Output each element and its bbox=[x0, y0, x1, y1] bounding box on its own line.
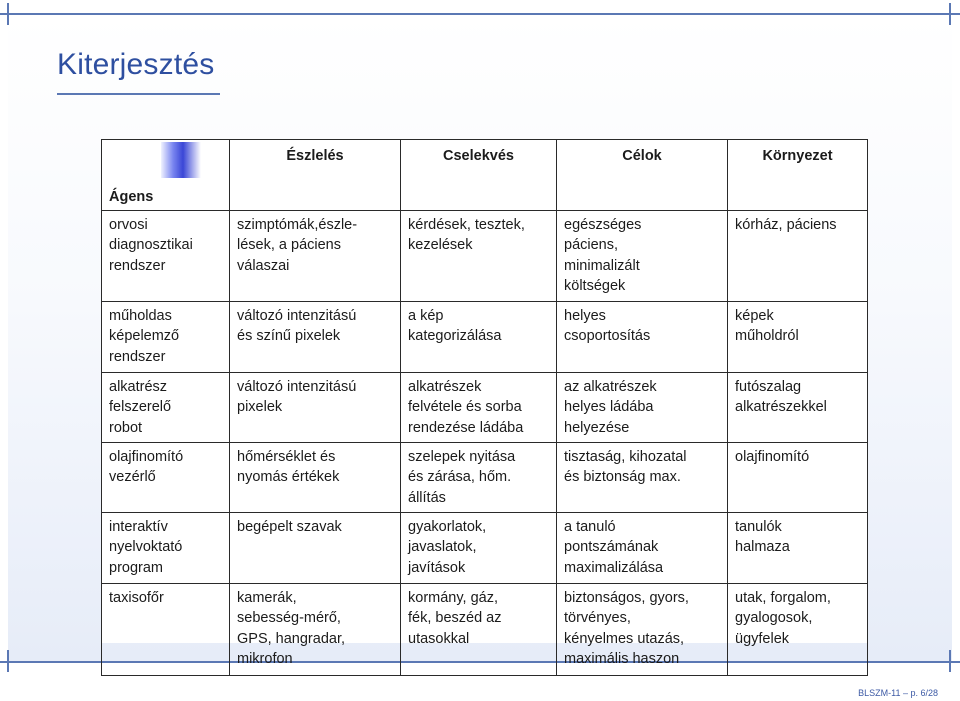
table-cell: biztonságos, gyors, törvényes, kényelmes utazás, maximális haszon bbox=[557, 583, 728, 675]
header-agens: Ágens bbox=[102, 140, 230, 211]
table-cell: egészséges páciens, minimalizált költségek bbox=[557, 210, 728, 301]
table-cell: olajfinomító vezérlő bbox=[102, 442, 230, 512]
table-cell: utak, forgalom, gyalogosok, ügyfelek bbox=[728, 583, 868, 675]
table-cell: kamerák, sebesség-mérő, GPS, hangradar, mikrofon bbox=[230, 583, 401, 675]
table-cell: a kép kategorizálása bbox=[401, 301, 557, 372]
table-cell: gyakorlatok, javaslatok, javítások bbox=[401, 512, 557, 583]
table-cell: alkatrészek felvétele és sorba rendezése ládába bbox=[401, 372, 557, 442]
table-cell: képek műholdról bbox=[728, 301, 868, 372]
agens-highlight bbox=[161, 142, 201, 178]
frame-left-line-bottom bbox=[7, 650, 9, 672]
header-cselekves: Cselekvés bbox=[401, 140, 557, 211]
table-cell: helyes csoportosítás bbox=[557, 301, 728, 372]
frame-right-line bbox=[949, 3, 951, 25]
slide-title: Kiterjesztés bbox=[57, 48, 215, 81]
table-cell: tanulók halmaza bbox=[728, 512, 868, 583]
table-row bbox=[102, 583, 868, 675]
table-cell: kormány, gáz, fék, beszéd az utasokkal bbox=[401, 583, 557, 675]
title-underline bbox=[57, 93, 220, 95]
agent-table-image bbox=[101, 139, 867, 667]
table-cell: szimptómák,észle- lések, a páciens válaszai bbox=[230, 210, 401, 301]
table-cell: interaktív nyelvoktató program bbox=[102, 512, 230, 583]
agent-table bbox=[101, 139, 868, 676]
table-row bbox=[102, 210, 868, 301]
table-cell: tisztaság, kihozatal és biztonság max. bbox=[557, 442, 728, 512]
table-row bbox=[102, 512, 868, 583]
frame-right-line-bottom bbox=[949, 650, 951, 672]
header-celok: Célok bbox=[557, 140, 728, 211]
table-cell: hőmérséklet és nyomás értékek bbox=[230, 442, 401, 512]
table-cell: kórház, páciens bbox=[728, 210, 868, 301]
table-cell: a tanuló pontszámának maximalizálása bbox=[557, 512, 728, 583]
table-row bbox=[102, 372, 868, 442]
table-row bbox=[102, 442, 868, 512]
header-eszleles: Észlelés bbox=[230, 140, 401, 211]
table-cell: begépelt szavak bbox=[230, 512, 401, 583]
table-cell: taxisofőr bbox=[102, 583, 230, 675]
table-row bbox=[102, 301, 868, 372]
frame-left-line bbox=[7, 3, 9, 25]
table-cell: az alkatrészek helyes ládába helyezése bbox=[557, 372, 728, 442]
table-header-row bbox=[102, 140, 868, 211]
table-cell: futószalag alkatrészekkel bbox=[728, 372, 868, 442]
table-cell: szelepek nyitása és zárása, hőm. állítás bbox=[401, 442, 557, 512]
table-cell: kérdések, tesztek, kezelések bbox=[401, 210, 557, 301]
table-cell: változó intenzitású és színű pixelek bbox=[230, 301, 401, 372]
table-cell: olajfinomító bbox=[728, 442, 868, 512]
frame-top-line bbox=[0, 13, 960, 15]
table-cell: alkatrész felszerelő robot bbox=[102, 372, 230, 442]
table-cell: változó intenzitású pixelek bbox=[230, 372, 401, 442]
table-cell: műholdas képelemző rendszer bbox=[102, 301, 230, 372]
table-cell: orvosi diagnosztikai rendszer bbox=[102, 210, 230, 301]
slide-footer: BLSZM-11 – p. 6/28 bbox=[858, 688, 938, 698]
header-kornyezet: Környezet bbox=[728, 140, 868, 211]
